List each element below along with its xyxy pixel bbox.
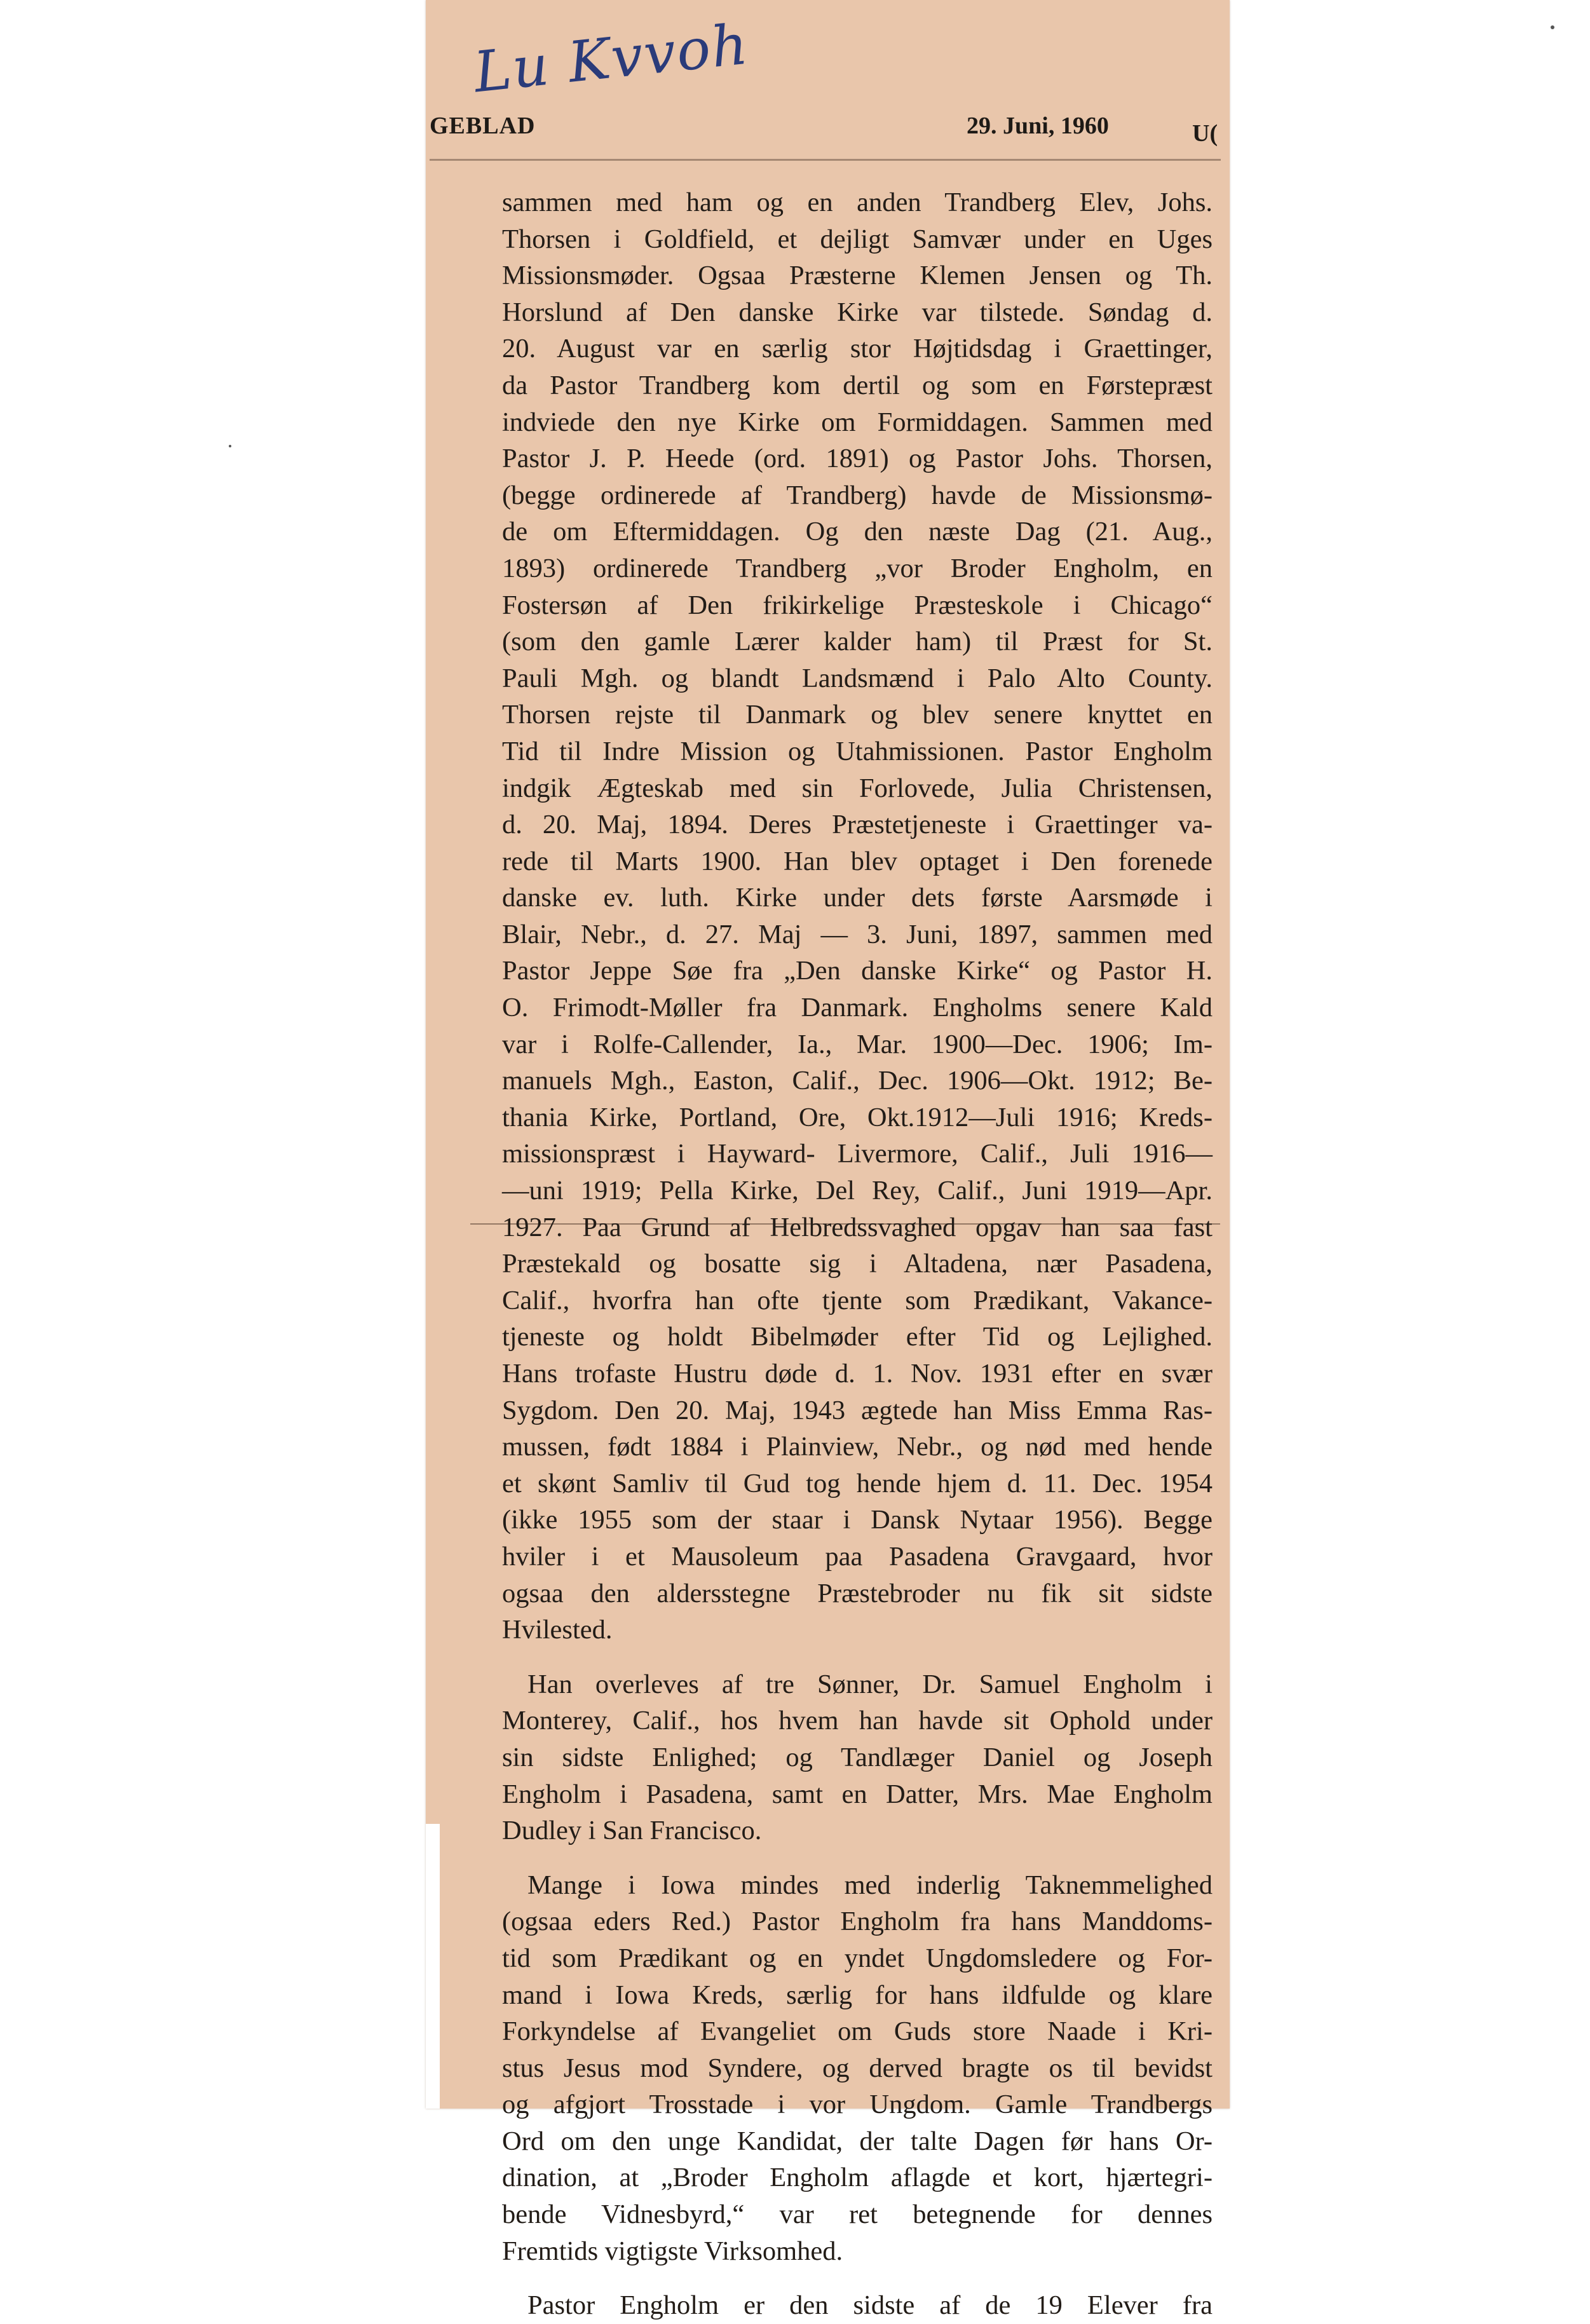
text-line: Blair, Nebr., d. 27. Maj — 3. Juni, 1897, sammen med: [502, 919, 1213, 949]
text-line: Missionsmøder. Ogsaa Præsterne Klemen Jensen og Th.: [502, 261, 1213, 291]
text-line: hviler i et Mausoleum paa Pasadena Gravgaard, hvor: [502, 1541, 1213, 1572]
text-line: d. 20. Maj, 1894. Deres Præstetjeneste i Graettinger va-: [502, 810, 1213, 840]
text-line: mand i Iowa Kreds, særlig for hans ildfulde og klare: [502, 1980, 1213, 2010]
text-line: sin sidste Enlighed; og Tandlæger Daniel og Joseph: [502, 1742, 1213, 1772]
text-line: Dudley i San Francisco.: [502, 1816, 762, 1846]
text-line: ogsaa den aldersstegne Præstebroder nu fik sit sidste: [502, 1578, 1213, 1608]
text-line: Hans trofaste Hustru døde d. 1. Nov. 1931 efter en svær: [502, 1359, 1213, 1389]
text-line: Forkyndelse af Evangeliet om Guds store Naade i Kri-: [502, 2016, 1213, 2047]
text-line: 1893) ordinerede Trandberg „vor Broder Engholm, en: [502, 553, 1213, 583]
text-line: manuels Mgh., Easton, Calif., Dec. 1906—Okt. 1912; Be-: [502, 1066, 1213, 1096]
text-line: Han overleves af tre Sønner, Dr. Samuel Engholm i: [527, 1669, 1213, 1699]
text-line: Fremtids vigtigste Virksomhed.: [502, 2236, 843, 2266]
text-line: (ikke 1955 som der staar i Dansk Nytaar 1956). Begge: [502, 1505, 1213, 1535]
text-line: da Pastor Trandberg kom dertil og som en Førstepræst: [502, 370, 1213, 400]
text-line: Horslund af Den danske Kirke var tilstede. Søndag d.: [502, 297, 1213, 327]
scan-speck: [1551, 25, 1554, 29]
text-line: Hvilested.: [502, 1615, 613, 1645]
text-line: Ord om den unge Kandidat, der talte Dagen før hans Or-: [502, 2126, 1213, 2156]
text-line: —uni 1919; Pella Kirke, Del Rey, Calif., Juni 1919—Apr.: [502, 1176, 1213, 1206]
text-line: indviede den nye Kirke om Formiddagen. Sammen med: [502, 407, 1213, 437]
text-line: sammen med ham og en anden Trandberg Elev, Johs.: [502, 187, 1213, 217]
paragraph-3: [502, 1867, 1213, 2270]
text-line: Mange i Iowa mindes med inderlig Taknemmelighed: [527, 1870, 1213, 1900]
text-line: mussen, født 1884 i Plainview, Nebr., og nød med hende: [502, 1432, 1213, 1462]
text-line: Monterey, Calif., hos hvem han havde sit Ophold under: [502, 1706, 1213, 1736]
text-line: et skønt Samliv til Gud tog hende hjem d. 11. Dec. 1954: [502, 1468, 1213, 1498]
masthead-right-fragment: U(: [1192, 120, 1218, 147]
text-line: Engholm i Pasadena, samt en Datter, Mrs. Mae Engholm: [502, 1779, 1213, 1809]
issue-date: 29. Juni, 1960: [967, 112, 1109, 139]
text-line: (som den gamle Lærer kalder ham) til Præst for St.: [502, 627, 1213, 657]
paper-name-fragment: GEBLAD: [430, 112, 536, 139]
text-line: Calif., hvorfra han ofte tjente som Prædikant, Vakance-: [502, 1285, 1213, 1315]
text-line: Thorsen i Goldfield, et dejligt Samvær under en Uges: [502, 224, 1213, 254]
text-line: Pastor J. P. Heede (ord. 1891) og Pastor Johs. Thorsen,: [502, 444, 1213, 474]
text-line: Pauli Mgh. og blandt Landsmænd i Palo Alto County.: [502, 663, 1213, 693]
text-line: Tid til Indre Mission og Utahmissionen. Pastor Engholm: [502, 736, 1213, 766]
text-line: 1927. Paa Grund af Helbredssvaghed opgav han saa fast: [502, 1212, 1213, 1242]
text-line: danske ev. luth. Kirke under dets første Aarsmøde i: [502, 883, 1213, 913]
text-line: 20. August var en særlig stor Højtidsdag i Graettinger,: [502, 334, 1213, 364]
text-line: dination, at „Broder Engholm aflagde et kort, hjærtegri-: [502, 2163, 1213, 2193]
text-line: tid som Prædikant og en yndet Ungdomsledere og For-: [502, 1943, 1213, 1973]
text-line: missionspræst i Hayward- Livermore, Calif., Juli 1916—: [502, 1139, 1213, 1169]
text-line: (begge ordinerede af Trandberg) havde de Missionsmø-: [502, 480, 1213, 510]
paragraph-2: [502, 1666, 1213, 1849]
text-line: de om Eftermiddagen. Og den næste Dag (21. Aug.,: [502, 517, 1213, 547]
handwritten-note: Lu Kvvoh: [470, 11, 752, 105]
text-line: Sygdom. Den 20. Maj, 1943 ægtede han Miss Emma Ras-: [502, 1395, 1213, 1425]
text-line: thania Kirke, Portland, Ore, Okt.1912—Juli 1916; Kreds-: [502, 1102, 1213, 1132]
text-line: stus Jesus mod Syndere, og derved bragte os til bevidst: [502, 2053, 1213, 2083]
text-line: Pastor Engholm er den sidste af de 19 Elever fra: [527, 2290, 1213, 2321]
text-line: rede til Marts 1900. Han blev optaget i Den forenede: [502, 846, 1213, 876]
text-line: Præstekald og bosatte sig i Altadena, nær Pasadena,: [502, 1249, 1213, 1279]
text-line: (ogsaa eders Red.) Pastor Engholm fra hans Manddoms-: [502, 1906, 1213, 1937]
text-line: bende Vidnesbyrd,“ var ret betegnende for dennes: [502, 2199, 1213, 2230]
text-line: Pastor Jeppe Søe fra „Den danske Kirke“ og Pastor H.: [502, 956, 1213, 986]
text-line: tjeneste og holdt Bibelmøder efter Tid og Lejlighed.: [502, 1322, 1213, 1352]
paragraph-1: [502, 184, 1213, 1648]
masthead: [430, 107, 1218, 151]
text-line: O. Frimodt-Møller fra Danmark. Engholms senere Kald: [502, 993, 1213, 1023]
paragraph-4: [502, 2287, 1213, 2324]
clipping-torn-edge: [426, 1824, 440, 2109]
masthead-rule: [430, 159, 1221, 161]
text-line: Fostersøn af Den frikirkelige Præsteskole i Chicago“: [502, 590, 1213, 620]
article-body: [502, 184, 1213, 2324]
text-line: var i Rolfe-Callender, Ia., Mar. 1900—Dec. 1906; Im-: [502, 1029, 1213, 1059]
text-line: og afgjort Trosstade i vor Ungdom. Gamle Trandbergs: [502, 2090, 1213, 2120]
scan-speck: [229, 445, 231, 447]
text-line: indgik Ægteskab med sin Forlovede, Julia Christensen,: [502, 773, 1213, 803]
text-line: Thorsen rejste til Danmark og blev senere knyttet en: [502, 700, 1213, 730]
